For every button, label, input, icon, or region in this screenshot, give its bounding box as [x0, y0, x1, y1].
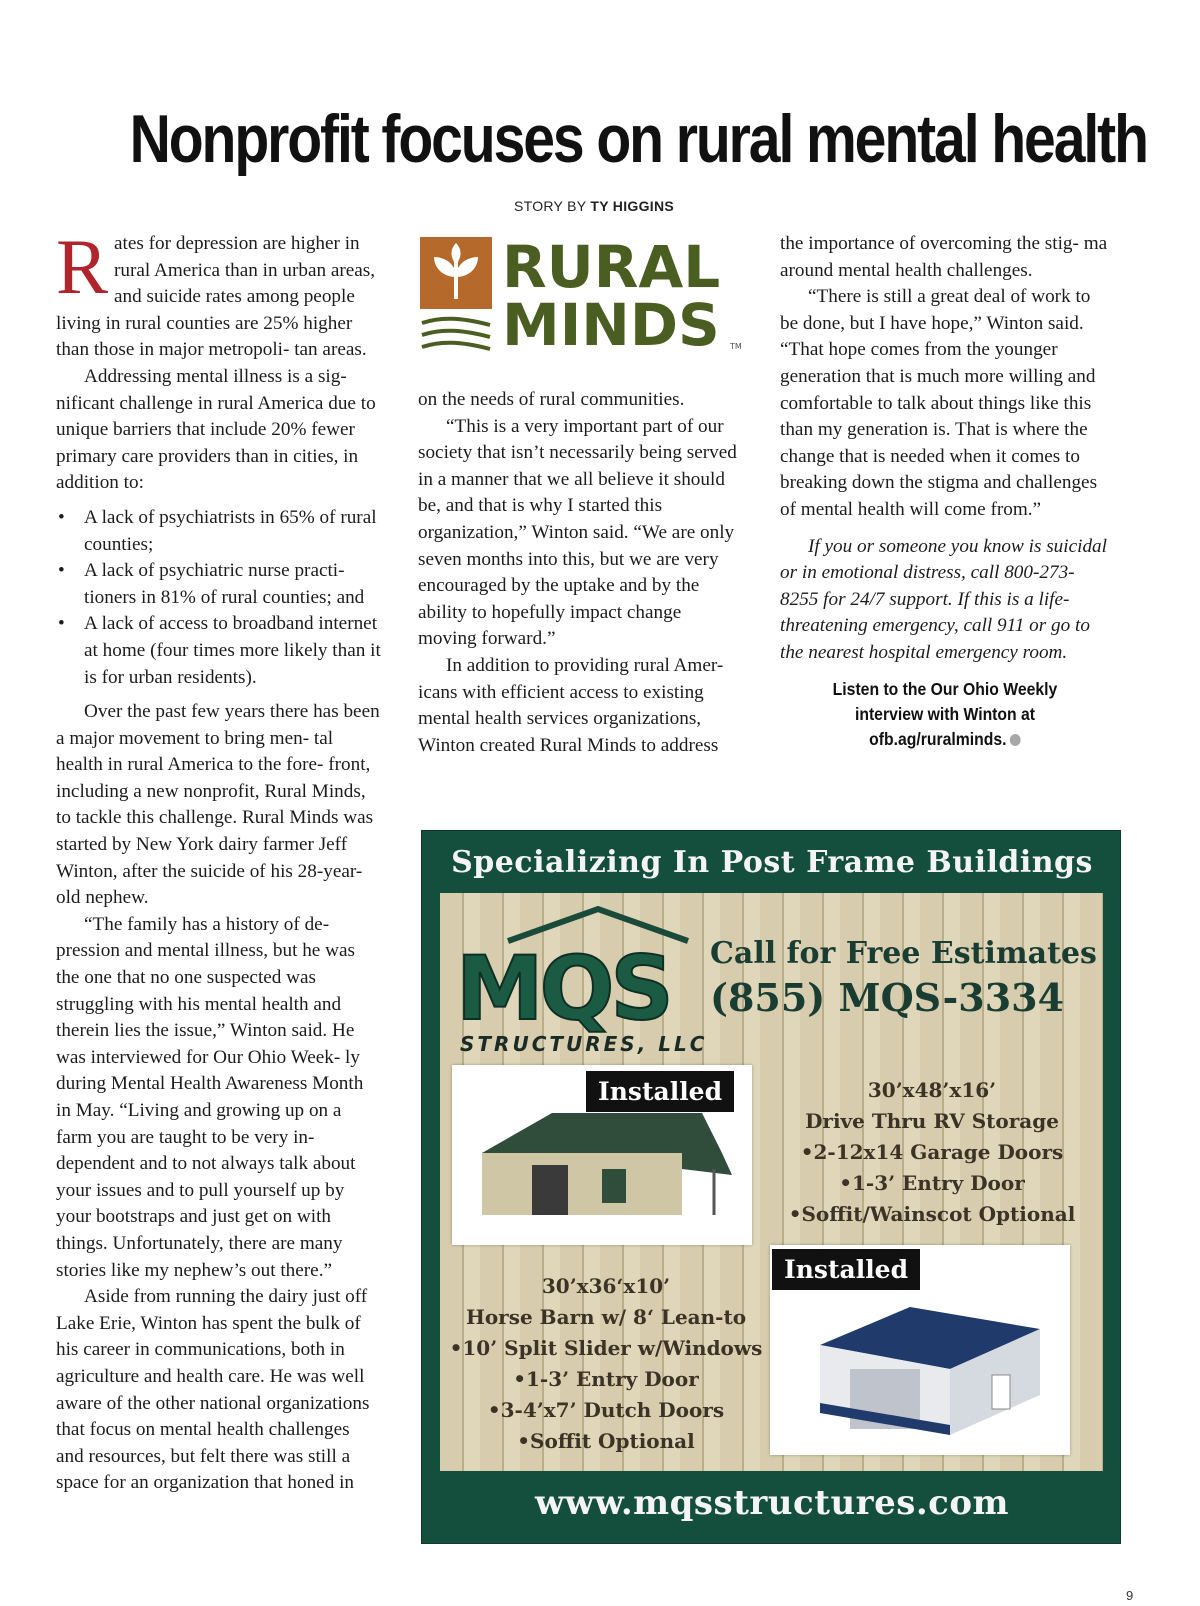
spec-line: •10’ Split Slider w/Windows — [449, 1336, 763, 1360]
byline-prefix: STORY BY — [513, 198, 587, 214]
spec-line: •1-3’ Entry Door — [839, 1171, 1025, 1195]
headline: Nonprofit focuses on rural mental health — [129, 101, 1147, 177]
column-3 — [780, 231, 1110, 752]
spec-line: Horse Barn w/ 8‘ Lean-to — [465, 1305, 747, 1329]
page-number: 9 — [1126, 1588, 1134, 1603]
column-2 — [418, 387, 744, 759]
c2-paragraph-2: “This is a very important part of our society that isn’t necessarily being served in a manner that we all believe it should be, and that is why I started this organization,” Winton said. “We are only seven months into this, but we are very encouraged by the uptake and by the ability to hopefully impact change moving forward.” — [418, 415, 737, 650]
c3-paragraph-2: “There is still a great deal of work to be done, but I have hope,” Winton said. “That hope comes from the younger generation that is much more willing and comfortable to talk about things like this than my generation is. That is where the change that is needed when it comes to breaking down the stigma and challenges of mental health will come from.” — [780, 286, 1098, 520]
list-item: • A lack of psychiatrists in 65% of rural counties; — [56, 505, 382, 558]
ad-panel — [440, 893, 1103, 1471]
crisis-note: If you or someone you know is suicidal or in emotional distress, call 800-273-8255 for 24/7 support. If this is a life-threatening emergency, call 911 or go to the nearest hospital emergency room. — [780, 535, 1107, 663]
spec-line: •1-3’ Entry Door — [513, 1367, 699, 1391]
spec-line: 30’x48’x16’ — [867, 1078, 997, 1102]
installed-tag: Installed — [772, 1249, 920, 1290]
interview-text: Listen to the Our Ohio Weekly interview with Winton at ofb.ag/ruralminds. — [832, 678, 1058, 749]
byline — [0, 198, 1188, 214]
call-estimates — [710, 933, 1110, 1021]
column-1 — [56, 223, 382, 1497]
logo-line2: MINDS — [502, 291, 720, 357]
spec-line: •2-12x14 Garage Doors — [800, 1140, 1064, 1164]
ad-title: Specializing In Post Frame Buildings — [451, 845, 1093, 880]
spec-line: •Soffit/Wainscot Optional — [788, 1202, 1076, 1226]
intro-text: ates for depression are higher in rural America than in urban areas, and suicide rates among people living in rural counties are 25% higher than those in major metropoli- tan areas. — [56, 233, 376, 361]
list-item: • A lack of access to broadband internet at home (four times more likely than it is for urban residents). — [56, 611, 382, 691]
mqs-brand-sub: STRUCTURES, LLC — [460, 1032, 708, 1056]
spec-line: 30’x36‘x10’ — [541, 1274, 671, 1298]
bullet-list — [56, 505, 382, 691]
logo-line1: RURAL — [502, 237, 721, 301]
installed-tag: Installed — [586, 1071, 734, 1112]
logo-tm: TM — [730, 342, 742, 351]
spec-line: •3-4’x7’ Dutch Doors — [487, 1398, 725, 1422]
spec-line: •Soffit Optional — [517, 1429, 695, 1453]
spec-horse-barn — [446, 1271, 766, 1457]
mqs-advertisement — [421, 830, 1121, 1544]
c2-paragraph-1: on the needs of rural communities. — [418, 389, 685, 410]
c2-paragraph-3: In addition to providing rural Amer- icans with efficient access to existing mental health services organizations, Winton created Rural Minds to address — [418, 654, 724, 756]
mqs-logo — [448, 901, 710, 1059]
ad-website[interactable]: www.mqsstructures.com — [534, 1483, 1010, 1523]
paragraph-intro — [56, 223, 382, 364]
c3-paragraph-1: the importance of overcoming the stig- ma around mental health challenges. — [780, 233, 1108, 281]
spec-rv-storage — [772, 1075, 1092, 1230]
phone-number: (855) MQS-3334 — [710, 975, 1065, 1020]
paragraph-2: Addressing mental illness is a sig- nificant challenge in rural America due to unique barriers that include 20% fewer primary care providers than in cities, in addition to: — [56, 365, 376, 494]
list-item: • A lack of psychiatric nurse practi- tioners in 81% of rural counties; and — [56, 558, 382, 611]
end-mark-icon — [1010, 734, 1021, 746]
paragraph-5: Aside from running the dairy just off Lake Erie, Winton has spent the bulk of his career in communications, both in agriculture and health care. He was well aware of the other national organizations that focus on mental health challenges and resources, but felt there was still a space for an organization that honed in — [56, 1286, 370, 1494]
byline-author: TY HIGGINS — [590, 198, 675, 214]
spec-line: Drive Thru RV Storage — [805, 1109, 1059, 1133]
paragraph-4: “The family has a history of de- pression and mental illness, but he was the one that no one suspected was struggling with his mental health and therein lies the issue,” Winton said. He was interviewed for Our Ohio Week- ly during Mental Health Awareness Month in May. “Living and growing up on a farm you are taught to be very in- dependent and to not always talk about your issues and to pull yourself up by your bootstraps and just get on with things. Unfortunately, there are many stories like my nephew’s out there.” — [56, 913, 364, 1281]
mqs-brand: MQS — [456, 937, 670, 1040]
call-line-1: Call for Free Estimates — [710, 936, 1097, 971]
drop-cap: R — [56, 223, 109, 310]
interview-callout — [797, 677, 1094, 752]
rural-minds-logo — [420, 237, 750, 357]
paragraph-3: Over the past few years there has been a major movement to bring men- tal health in rural America to the fore- front, including a new nonprofit, Rural Minds, to tackle this challenge. Rural Minds was started by New York dairy farmer Jeff Winton, after the suicide of his 28-year-old nephew. — [56, 701, 380, 909]
